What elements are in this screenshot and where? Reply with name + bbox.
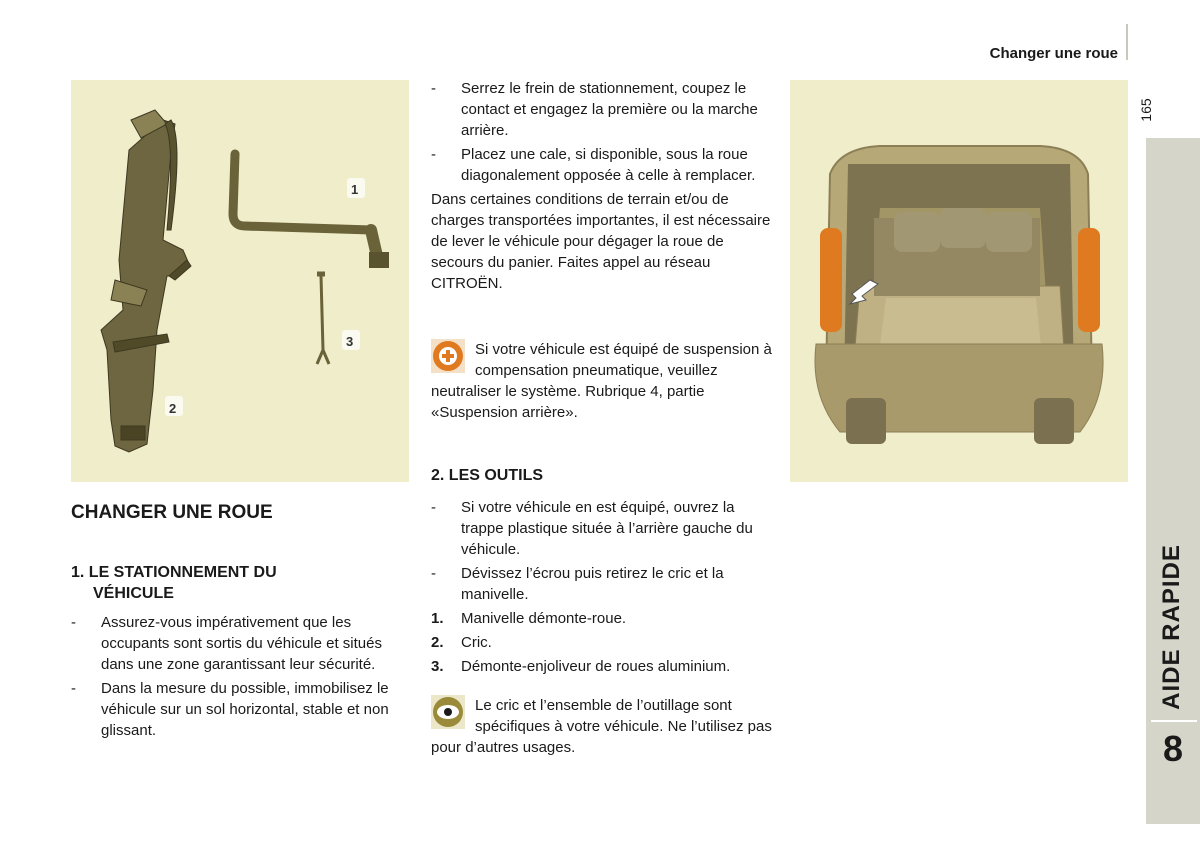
- page-number: 165: [1138, 98, 1154, 122]
- note-tools-text: Le cric et l’ensemble de l’outillage sont spécifiques à votre véhicule. Ne l’utilisez pas pour d’autres usages.: [431, 697, 772, 756]
- list-item: [71, 612, 416, 675]
- section1-heading-line2: VÉHICULE: [93, 585, 174, 602]
- callout-1: 1: [351, 182, 359, 197]
- bullet-dash: -: [431, 499, 436, 516]
- list-item: [431, 497, 776, 560]
- list-item-text: Placez une cale, si disponible, sous la roue diagonalement opposée à celle à remplacer.: [461, 146, 756, 184]
- note-tools: [431, 695, 776, 758]
- numbered-item-text: Démonte-enjoliveur de roues aluminium.: [461, 658, 731, 675]
- chapter-tab-label: AIDE RAPIDE: [1158, 544, 1185, 710]
- section1-list-part2: [431, 78, 776, 294]
- plus-info-icon: [431, 339, 467, 375]
- section1-heading-line1: 1. LE STATIONNEMENT DU: [71, 564, 277, 581]
- chapter-number: 8: [1162, 728, 1184, 769]
- bullet-dash: -: [71, 680, 76, 697]
- bullet-dash: -: [71, 614, 76, 631]
- bullet-dash: -: [431, 146, 436, 163]
- list-item-text: Si votre véhicule en est équipé, ouvrez la trappe plastique située à l’arrière gauche du véhicule.: [461, 499, 753, 558]
- list-item: [431, 78, 776, 141]
- hubcap-remover-drawing: [317, 274, 329, 364]
- section2-heading: 2. LES OUTILS: [431, 467, 544, 484]
- list-item-text: Assurez-vous impérativement que les occupants sont sortis du véhicule et situés dans une zone garantissant leur sécurité.: [101, 614, 382, 673]
- item-number: 2.: [431, 634, 444, 651]
- eye-icon: [431, 695, 467, 731]
- callout-2: 2: [169, 401, 177, 416]
- bullet-dash: -: [431, 80, 436, 97]
- callout-3: 3: [346, 334, 354, 349]
- header-divider: [1126, 24, 1128, 60]
- chapter-tab-divider: [1151, 720, 1197, 722]
- tools-illustration: [71, 80, 409, 482]
- crank-handle-drawing: [233, 154, 389, 268]
- note-suspension: [431, 339, 776, 423]
- numbered-item: [431, 608, 776, 629]
- tools-drawing: [71, 80, 409, 482]
- section1-list-part1: [71, 612, 416, 744]
- section1-paragraph: Dans certaines conditions de terrain et/ou de charges transportées importantes, il est nécessaire de lever le véhicule pour dégager la roue de secours du panier. Faites appel au réseau CITROËN.: [431, 191, 771, 292]
- list-item-text: Serrez le frein de stationnement, coupez le contact et engagez la première ou la marche arrière.: [461, 80, 758, 139]
- page-heading: CHANGER UNE ROUE: [71, 502, 273, 523]
- list-item-text: Dévissez l’écrou puis retirez le cric et la manivelle.: [461, 565, 724, 603]
- list-item: [431, 563, 776, 605]
- van-drawing: [790, 80, 1128, 482]
- callout-labels: [165, 178, 365, 416]
- numbered-item-text: Manivelle démonte-roue.: [461, 610, 627, 627]
- item-number: 3.: [431, 658, 444, 675]
- van-body: [815, 146, 1103, 444]
- note-suspension-text: Si votre véhicule est équipé de suspension à compensation pneumatique, veuillez neutraliser le système. Rubrique 4, partie «Suspension arrière».: [431, 341, 772, 421]
- list-item: [71, 678, 416, 741]
- section2-list: [431, 497, 776, 680]
- van-rear-illustration: [790, 80, 1128, 482]
- section1-heading: [71, 562, 371, 604]
- numbered-item: [431, 632, 776, 653]
- running-header: Changer une roue: [989, 45, 1118, 62]
- list-item: [431, 144, 776, 186]
- numbered-item: [431, 656, 776, 677]
- numbered-item-text: Cric.: [461, 634, 492, 651]
- item-number: 1.: [431, 610, 444, 627]
- bullet-dash: -: [431, 565, 436, 582]
- list-item-text: Dans la mesure du possible, immobilisez le véhicule sur un sol horizontal, stable et non glissant.: [101, 680, 389, 739]
